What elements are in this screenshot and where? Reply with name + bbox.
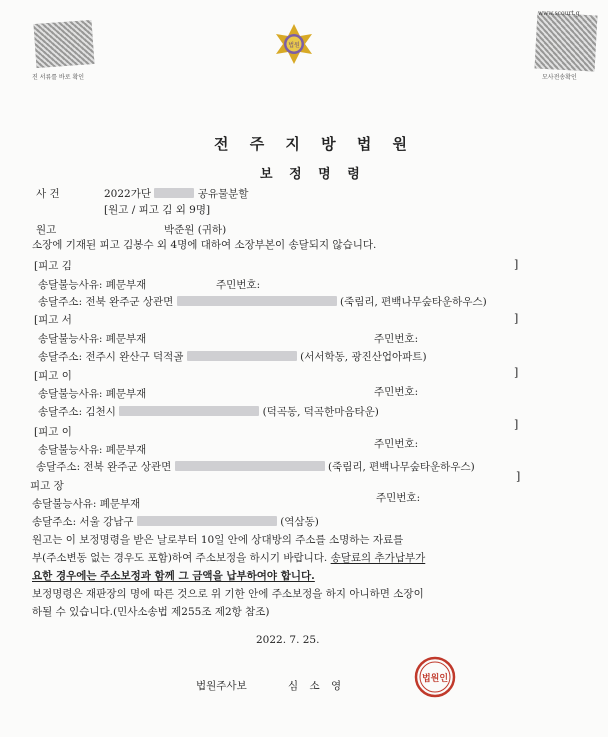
emblem-label: 법원 bbox=[288, 42, 300, 49]
bracket-close: ] bbox=[514, 258, 519, 271]
defendant-1-address-tail: (죽림리, 편백나무숲타운하우스) bbox=[339, 296, 487, 308]
redaction bbox=[175, 461, 325, 471]
issue-date: 2022. 7. 25. bbox=[256, 634, 320, 646]
redaction bbox=[154, 188, 194, 198]
instruction-line-2b: 송달료의 추가납부가 bbox=[330, 552, 426, 564]
redaction bbox=[187, 351, 297, 361]
case-number: 2022가단 bbox=[104, 188, 152, 200]
instruction-line-3: 요한 경우에는 주소보정과 함께 그 금액을 납부하여야 합니다. bbox=[32, 570, 315, 582]
defendant-1-address: 송달주소: 전북 완주군 상관면 bbox=[38, 296, 174, 308]
instruction-line-5: 하될 수 있습니다.(민사소송법 제255조 제2항 참조) bbox=[32, 606, 270, 618]
plaintiff-label: 원고 bbox=[36, 224, 57, 236]
header-right-caption: 모사전송확인 bbox=[542, 74, 577, 81]
qr-code-right bbox=[535, 12, 598, 71]
defendant-4-address: 송달주소: 전북 완주군 상관면 bbox=[36, 461, 172, 473]
defendant-2-label: [피고 서 bbox=[34, 314, 72, 326]
defendant-1-address-row bbox=[38, 294, 487, 309]
defendant-2-address: 송달주소: 전주시 완산구 덕적골 bbox=[38, 351, 184, 363]
defendant-1-resident-no: 주민번호: bbox=[216, 279, 261, 291]
defendant-4-address-row bbox=[36, 459, 475, 474]
instruction-line-2 bbox=[32, 550, 425, 565]
instruction-line-4: 보정명령은 재판장의 명에 따른 것으로 위 기한 안에 주소보정을 하지 아니하면 소장이 bbox=[32, 588, 424, 600]
defendant-3-address-row bbox=[38, 404, 379, 419]
redaction bbox=[137, 516, 277, 526]
case-label: 사 건 bbox=[36, 188, 60, 200]
notice-text: 소장에 기재된 피고 김봉수 외 4명에 대하여 소장부본이 송달되지 않습니다. bbox=[32, 239, 377, 251]
bracket-close: ] bbox=[516, 470, 521, 483]
defendant-4-address-tail: (죽림리, 편백나무숲타운하우스) bbox=[327, 461, 475, 473]
seal-text: 법원인 bbox=[421, 674, 449, 684]
court-emblem-icon bbox=[272, 22, 316, 66]
defendant-5-address-tail: (역삼동) bbox=[280, 516, 319, 528]
defendant-5-address: 송달주소: 서울 강남구 bbox=[32, 516, 134, 528]
defendant-4-reason: 송달불능사유: 폐문부재 bbox=[38, 444, 147, 456]
document-title: 보 정 명 령 bbox=[260, 167, 366, 182]
plaintiff-name: 박준원 (귀하) bbox=[164, 224, 227, 236]
defendant-3-address: 송달주소: 김천시 bbox=[38, 406, 116, 418]
defendant-2-resident-no: 주민번호: bbox=[374, 333, 419, 345]
header-right-url: www.scourt.g bbox=[538, 10, 580, 17]
signer-name: 심 소 영 bbox=[288, 680, 346, 692]
defendant-1-label: [피고 김 bbox=[34, 260, 72, 272]
qr-code-left bbox=[34, 20, 95, 68]
instruction-line-2a: 부(주소변동 없는 경우도 포함)하여 주소보정을 하시기 바랍니다. bbox=[32, 552, 328, 564]
official-seal-icon bbox=[414, 656, 456, 698]
defendant-4-label: [피고 이 bbox=[34, 426, 72, 438]
defendant-2-reason: 송달불능사유: 폐문부재 bbox=[38, 333, 147, 345]
defendant-3-reason: 송달불능사유: 폐문부재 bbox=[38, 388, 147, 400]
bracket-close: ] bbox=[514, 312, 519, 325]
defendant-5-resident-no: 주민번호: bbox=[376, 492, 421, 504]
defendant-4-resident-no: 주민번호: bbox=[374, 438, 419, 450]
defendant-1-reason: 송달불능사유: 폐문부재 bbox=[38, 279, 147, 291]
defendant-2-address-tail: (서서학동, 광진산업아파트) bbox=[300, 351, 427, 363]
defendant-5-address-row bbox=[32, 514, 319, 529]
bracket-close: ] bbox=[514, 366, 519, 379]
court-name: 전 주 지 방 법 원 bbox=[214, 135, 416, 153]
defendant-2-address-row bbox=[38, 349, 427, 364]
bracket-close: ] bbox=[514, 418, 519, 431]
defendant-3-label: [피고 이 bbox=[34, 370, 72, 382]
redaction bbox=[177, 296, 337, 306]
defendant-3-resident-no: 주민번호: bbox=[374, 386, 419, 398]
case-parties: [원고 / 피고 김 외 9명] bbox=[104, 204, 211, 216]
instruction-line-1: 원고는 이 보정명령을 받은 날로부터 10일 안에 상대방의 주소를 소명하는 자료를 bbox=[32, 534, 404, 546]
header-left-caption: 진 서류를 바로 확인 bbox=[32, 74, 85, 81]
redaction bbox=[119, 406, 259, 416]
case-number-row bbox=[104, 186, 248, 201]
case-type: 공유물분할 bbox=[197, 188, 249, 200]
defendant-3-address-tail: (덕곡동, 덕곡한마음타운) bbox=[262, 406, 379, 418]
signer-title: 법원주사보 bbox=[196, 680, 247, 692]
defendant-5-label: 피고 장 bbox=[30, 480, 64, 492]
defendant-5-reason: 송달불능사유: 폐문부재 bbox=[32, 498, 141, 510]
